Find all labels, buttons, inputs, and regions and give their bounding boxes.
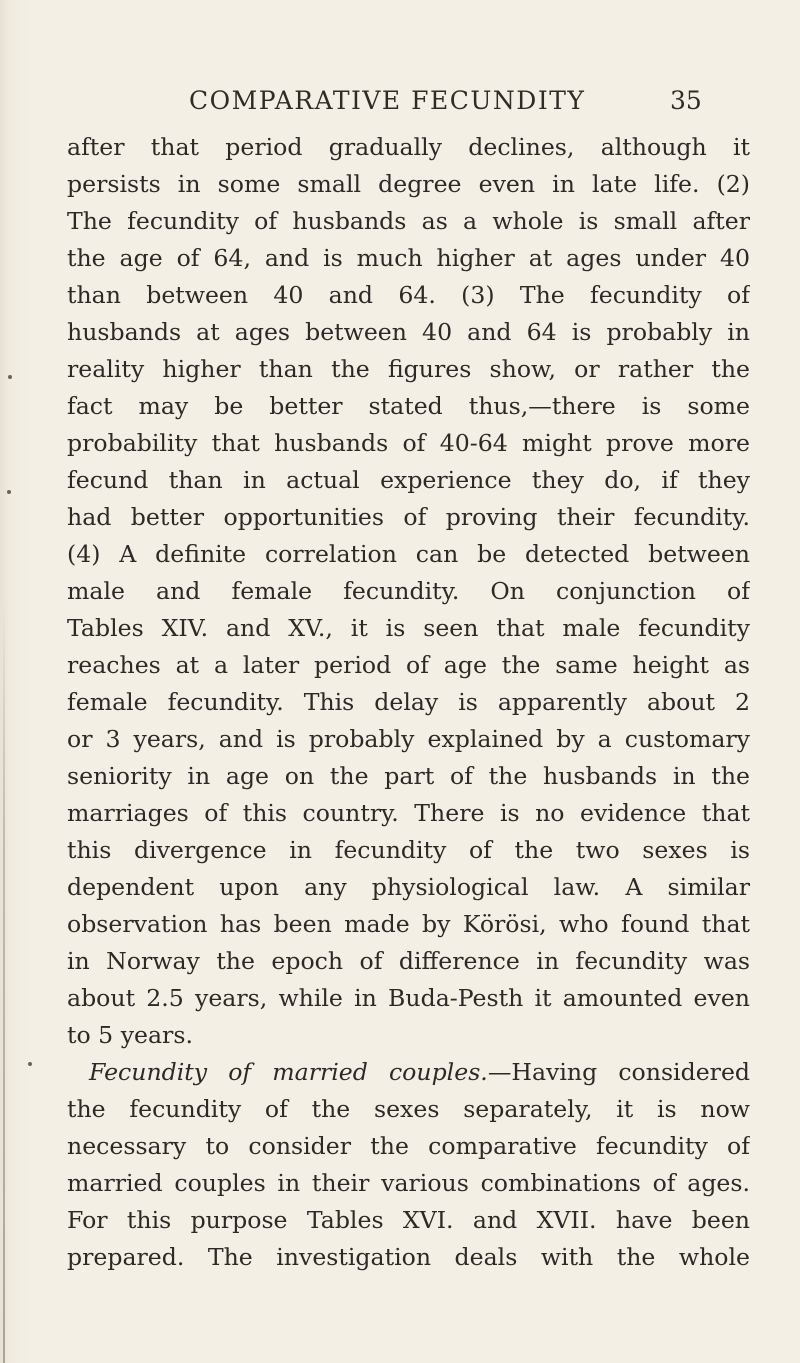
text-line: than between 40 and 64. (3) The fecundity of [67, 281, 750, 309]
page-number: 35 [670, 86, 702, 115]
text-line: prepared. The investigation deals with the whole [67, 1243, 750, 1271]
text-line: reaches at a later period of age the same height as [67, 651, 750, 679]
text-line: reality higher than the figures show, or rather the [67, 355, 750, 383]
text-line: this divergence in fecundity of the two sexes is [67, 836, 750, 864]
page-gutter-shadow [3, 600, 5, 1363]
text-line: after that period gradually declines, although it [67, 133, 750, 161]
text-line: fact may be better stated thus,—there is some [67, 392, 750, 420]
text-line: necessary to consider the comparative fecundity of [67, 1132, 750, 1160]
text-line: Tables XIV. and XV., it is seen that male fecundity [67, 614, 750, 642]
text-line: dependent upon any physiological law. A similar [67, 873, 750, 901]
section-text: —Having considered [487, 1058, 750, 1086]
margin-mark [28, 1062, 32, 1066]
text-line: the age of 64, and is much higher at ages under 40 [67, 244, 750, 272]
text-line: male and female fecundity. On conjunction of [67, 577, 750, 605]
section-heading: Fecundity of married couples. [89, 1058, 488, 1086]
text-line: to 5 years. [67, 1021, 193, 1049]
text-line: (4) A definite correlation can be detected between [67, 540, 750, 568]
text-line: in Norway the epoch of difference in fecundity was [67, 947, 750, 975]
margin-mark [7, 490, 11, 494]
running-title: COMPARATIVE FECUNDITY [189, 86, 586, 115]
text-line: For this purpose Tables XVI. and XVII. have been [67, 1206, 750, 1234]
text-line: about 2.5 years, while in Buda-Pesth it amounted even [67, 984, 750, 1012]
text-line: seniority in age on the part of the husbands in the [67, 762, 750, 790]
section-first-line [67, 1054, 750, 1091]
text-line: The fecundity of husbands as a whole is small after [67, 207, 750, 235]
text-line: husbands at ages between 40 and 64 is probably in [67, 318, 750, 346]
text-line: fecund than in actual experience they do, if they [67, 466, 750, 494]
text-line: persists in some small degree even in late life. (2) [67, 170, 750, 198]
body-text [67, 129, 750, 1276]
text-line: or 3 years, and is probably explained by a customary [67, 725, 750, 753]
text-line: female fecundity. This delay is apparently about 2 [67, 688, 750, 716]
margin-mark [8, 375, 12, 379]
text-line: married couples in their various combinations of ages. [67, 1169, 750, 1197]
text-line: marriages of this country. There is no evidence that [67, 799, 750, 827]
text-line: had better opportunities of proving their fecundity. [67, 503, 750, 531]
text-line: the fecundity of the sexes separately, it is now [67, 1095, 750, 1123]
text-line: observation has been made by Körösi, who found that [67, 910, 750, 938]
text-line: probability that husbands of 40-64 might prove more [67, 429, 750, 457]
page-header [0, 86, 800, 126]
